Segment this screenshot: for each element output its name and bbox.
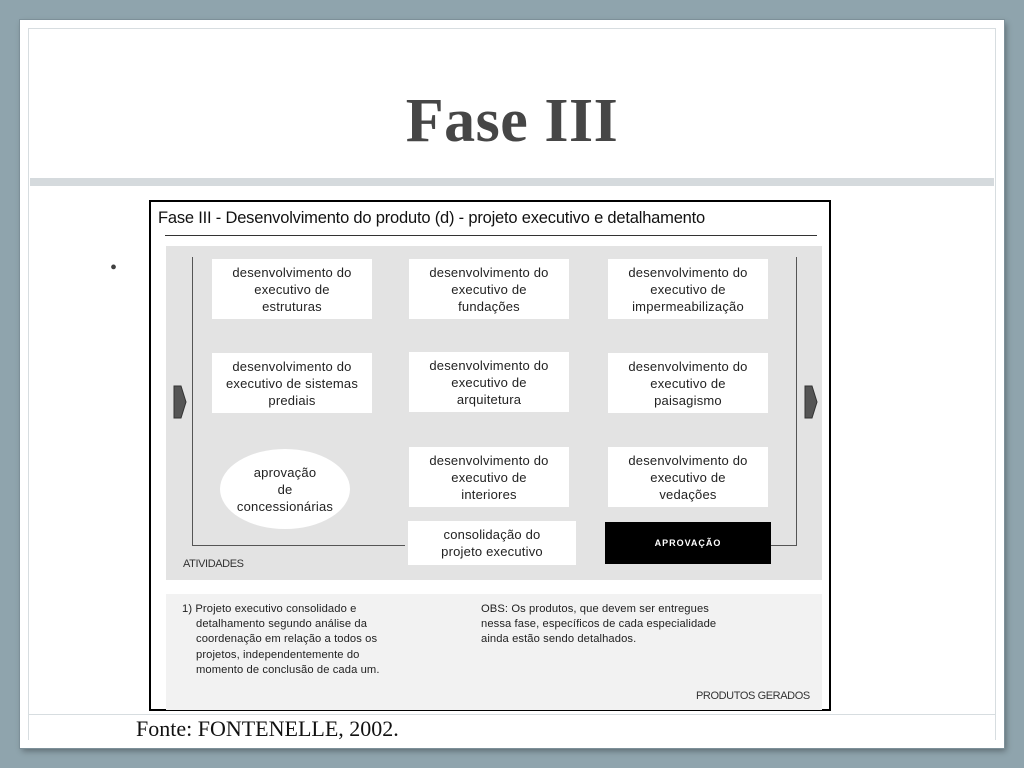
title-rule	[165, 235, 817, 236]
bracket-line	[796, 257, 797, 545]
title-divider	[30, 178, 994, 186]
activities-label: ATIVIDADES	[183, 558, 244, 570]
bracket-line	[192, 545, 405, 546]
box-impermeabilizacao: desenvolvimento do executivo de impermeabilização	[608, 259, 768, 319]
output-arrow-icon	[804, 385, 818, 419]
products-label: PRODUTOS GERADOS	[696, 690, 810, 702]
slide	[20, 20, 1004, 748]
box-arquitetura: desenvolvimento do executivo de arquitetura	[409, 352, 569, 412]
note-consolidated-project: 1) Projeto executivo consolidado e detalhamento segundo análise da coordenação em relação a todos os projetos, independentemente do momento de conclusão de cada um.	[182, 603, 380, 676]
bracket-line	[192, 257, 193, 545]
frame-bottom	[28, 714, 996, 715]
box-interiores: desenvolvimento do executivo de interiores	[409, 447, 569, 507]
ellipse-concessionarias: aprovação de concessionárias	[220, 449, 350, 529]
box-vedacoes: desenvolvimento do executivo de vedações	[608, 447, 768, 507]
box-paisagismo: desenvolvimento do executivo de paisagismo	[608, 353, 768, 413]
box-sistemas-prediais: desenvolvimento do executivo de sistemas prediais	[212, 353, 372, 413]
frame-top	[28, 28, 996, 29]
diagram-title: Fase III - Desenvolvimento do produto (d) - projeto executivo e detalhamento	[158, 209, 706, 227]
bracket-line	[768, 545, 797, 546]
source-caption: Fonte: FONTENELLE, 2002.	[136, 716, 399, 741]
approval-box: APROVAÇÃO	[605, 522, 771, 564]
box-consolidacao: consolidação do projeto executivo	[408, 521, 576, 565]
input-arrow-icon	[173, 385, 187, 419]
phase-diagram	[149, 200, 831, 711]
box-estruturas: desenvolvimento do executivo de estruturas	[212, 259, 372, 319]
bullet-dot: •	[110, 257, 118, 279]
note-observation: OBS: Os produtos, que devem ser entregues nessa fase, específicos de cada especialidade ainda estão sendo detalhados.	[481, 603, 717, 646]
slide-title: Fase III	[405, 87, 619, 155]
box-fundacoes: desenvolvimento do executivo de fundações	[409, 259, 569, 319]
